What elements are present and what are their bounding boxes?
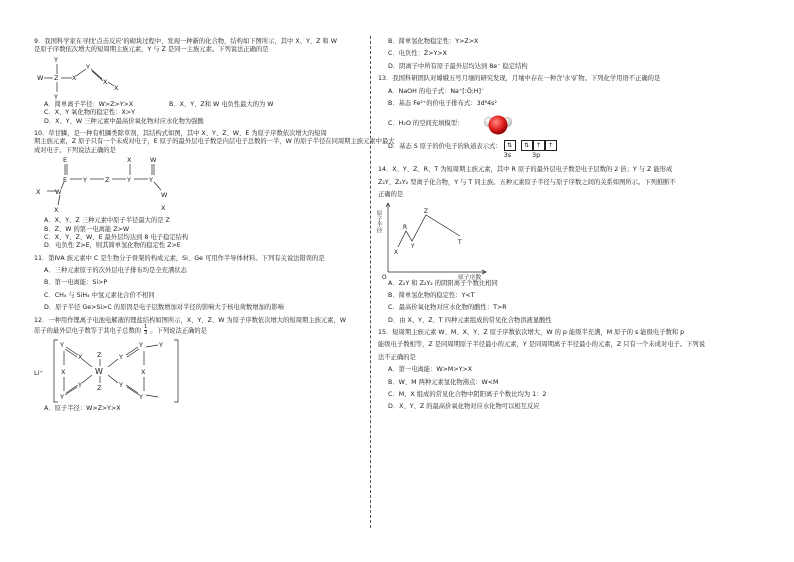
q10-atom: W	[55, 188, 62, 197]
q9-atom: X	[72, 73, 77, 82]
q10-option-d: D．电负性 Z>E，则其简单氢化物的稳定性 Z>E	[44, 242, 181, 250]
q13-option-a: A．NaOH 的电子式：Na⁺[:Ö:H]⁻	[388, 87, 485, 95]
q14-stem-line-1: 14．X、Y、Z、R、T 为短周期主族元素，其中 R 原子的最外层电子数是电子层数的 2 倍；Y 与 Z 能形成	[378, 166, 673, 174]
q12-option-b: B．简单氢化物稳定性：Y>Z>X	[388, 38, 479, 45]
q12-atom: Y	[139, 341, 143, 350]
q9-atom: Y	[54, 55, 58, 64]
q10-option-b: B．Z、W 的第一电离能 Z>W	[44, 225, 130, 233]
q9-atom: X	[103, 77, 108, 86]
water-space-filling-model	[463, 112, 533, 136]
q9-atom: Y	[54, 92, 58, 101]
q12-atom: Y	[139, 393, 143, 402]
question-11	[34, 255, 364, 313]
q10-atom: Z	[105, 176, 110, 185]
q13-option-d-row	[378, 140, 760, 162]
q9-option-b: B．X、Y、Z和 W 电负性最大的为 W	[169, 100, 274, 108]
q12-option-d: D．阴离子中所有原子最外层均达到 8e⁻ 稳定结构	[388, 62, 528, 70]
q10-stem-line-1: 10．草甘膦，是一种有机膦类除草剂，其结构式如图，其中 X、Y、Z、W、E 为原子序数依次增大的短周	[34, 129, 327, 137]
question-9	[34, 38, 364, 126]
q10-atom: E	[63, 176, 68, 185]
q15-option-c: C．M、X 组成的常见化合物中阴阳离子个数比均为 1：2	[388, 391, 547, 399]
q9-atom: X	[114, 83, 119, 92]
left-column	[34, 38, 395, 413]
q12-atom-center: W	[95, 367, 103, 377]
q10-stem-line-3: 成对电子。下列说法正确的是	[34, 146, 116, 154]
q13-option-d: D．基态 S 原子的价电子的轨道表示式：	[388, 143, 502, 151]
q14-x-axis-label: 原子序数	[458, 274, 482, 281]
q12-structure-figure	[34, 337, 204, 405]
orbital-3p-box-3: ↑	[545, 140, 557, 151]
q10-atom: W	[150, 156, 157, 165]
orbital-3s-label: 3s	[503, 151, 512, 160]
q14-y-axis-label: 原子半径	[375, 209, 381, 233]
orbital-3p-label: 3p	[531, 151, 541, 160]
q10-atom: X	[161, 204, 166, 213]
q14-option-a: A．Z₂Y 和 Z₂Y₂ 的阴阳离子个数比相同	[388, 279, 498, 287]
q10-option-c: C．X、Y、Z、W、E 最外层均达到 8 电子稳定结构	[44, 233, 189, 241]
q12-atom: Y	[60, 341, 64, 350]
q14-point-label-t: T	[458, 239, 462, 246]
q15-stem-line-2: 能级电子数相等，Z 是同周期原子半径最小的元素，Y 是同周期离子半径最小的元素，Z 只有一个未成对电子。下列说	[378, 341, 706, 349]
q14-origin-label: O	[382, 274, 387, 281]
q9-stem-line-1: 9．我国科学家在寻找'点击反应'的砌块过程中，发现一种新的化合物，结构如下图所示，其中 X、Y、Z 和 W	[34, 38, 337, 45]
sulfur-orbital-diagram	[504, 140, 557, 159]
q12-atom: Z	[97, 384, 102, 393]
column-divider	[370, 36, 371, 528]
q14-point-label-z: Z	[424, 208, 428, 215]
q15-stem-line-1: 15．短周期主族元素 W、M、X、Y、Z 原子序数依次增大，W 的 p 能级半充满，M 原子的 s 能级电子数和 p	[378, 329, 685, 337]
q12-fraction	[144, 325, 147, 336]
question-12-continued	[378, 38, 760, 71]
q12-stem-line-1: 12．一种用作锂离子电池电解液的锂盐结构如图所示，X、Y、Z、W 为原子序数依次增大的短周期主族元素，W	[34, 316, 347, 324]
q12-option-c: C．电负性：Z>Y>X	[388, 50, 447, 58]
q12-atom: Y	[119, 381, 123, 390]
q12-fraction-numerator: 1	[144, 324, 148, 331]
q9-option-c: C．X、Y 氧化物的稳定性：X>Y	[44, 109, 135, 117]
q12-fraction-denominator: 3	[144, 330, 148, 337]
q12-stem-text-end: 。下列说法正确的是	[150, 327, 207, 335]
q11-stem-line-1: 11．第ⅣA 族元素中 C 是生物分子骨架的构成元素，Si、Ge 可用作半导体材料。下列有关说法错误的是	[34, 254, 325, 262]
question-10	[34, 129, 395, 251]
q12-atom: X	[61, 368, 66, 377]
q10-atom: X	[36, 188, 41, 197]
orbital-3s-box: ⇅	[504, 140, 516, 151]
q15-option-d: D．X、Y、Z 的最高价氧化物对应水化物可以相互反应	[388, 403, 540, 411]
q10-atom: X	[127, 156, 132, 165]
q10-atom: W	[161, 191, 168, 200]
q10-stem-line-2: 期主族元素，Z 原子只有一个未成对电子，E 原子的最外层电子数是内层电子总数的一半，W 的原子半径在同周期主族元素中最大	[34, 138, 395, 146]
q13-stem-line-1: 13．我国科研团队对嫦娥五号月壤的研究发现，月壤中存在一种含'水'矿物。下列化学用语不正确的是	[378, 75, 661, 83]
q10-atom: Y	[127, 176, 131, 185]
q9-stem-line-2: 是原子序数依次增大的短周期主族元素，Y 与 Z 是同一主族元素。下列说法正确的是	[34, 46, 269, 54]
q12-atom: Y	[119, 353, 123, 362]
q14-point-label-r: R	[403, 224, 408, 231]
q11-option-a: A．三种元素原子的次外层电子排布均是全充满状态	[44, 267, 187, 275]
q14-option-d: D．由 X、Y、Z、T 四种元素组成的常见化合物溶液显酸性	[388, 316, 552, 324]
q12-atom: Y	[78, 381, 82, 390]
q11-option-d: D．原子半径 Ge>Si>C 的原因是电子层数增加对半径的影响大于核电荷数增加的影响	[44, 304, 284, 312]
q13-option-c: C．H₂O 的空间充填模型：	[388, 120, 464, 128]
question-15	[378, 329, 760, 412]
q13-option-c-row	[378, 112, 760, 136]
q12-atom: Li⁺	[34, 369, 43, 378]
q9-atom: Z	[54, 73, 59, 82]
q14-radius-vs-number-graph	[375, 200, 548, 281]
right-column	[375, 38, 760, 412]
q12-stem-text: 原子的最外层电子数等于其电子总数的	[34, 327, 142, 335]
q10-atom: E	[63, 156, 68, 165]
q9-atom: Y	[86, 62, 90, 71]
q13-option-b: B．基态 Fe²⁺的价电子排布式：3d⁶4s²	[388, 99, 497, 107]
question-13	[378, 75, 760, 162]
q14-data-polyline	[398, 215, 460, 247]
q14-stem-line-2: Z₂Y、Z₂Y₂ 型离子化合物，Y 与 T 同主族。五种元素原子半径与原子序数之间的关系如图所示。下列推断不	[378, 178, 676, 186]
q9-option-a: A．简单离子半径：W>Z>Y>X	[44, 100, 134, 108]
q11-option-c: C．CH₄ 与 SiH₄ 中氢元素化合价不相同	[44, 291, 155, 299]
q9-option-d: D．X、Y、W 三种元素中最高价氧化物对应水化物为强酸	[44, 117, 204, 125]
question-14	[375, 166, 760, 325]
q12-atom: Z	[97, 351, 102, 360]
q14-option-b: B．简单氢化物的稳定性：Y<T	[388, 291, 475, 299]
orbital-3p-box-2: ↑	[533, 140, 545, 151]
q10-structure-figure	[34, 155, 184, 217]
q10-atom: Y	[83, 176, 87, 185]
q14-stem-line-3: 正确的是	[378, 191, 404, 199]
q15-option-b: B．W、M 两种元素氢化物沸点：W<M	[388, 378, 499, 386]
q12-atom: Y	[159, 341, 163, 350]
q10-atom: Y	[149, 176, 153, 185]
q11-option-b: B．第一电离能：Si>P	[44, 279, 108, 287]
q14-point-label-y: Y	[411, 243, 415, 250]
q15-option-a: A．第一电离能：W>M>Y>X	[388, 366, 473, 374]
q9-atom: W	[37, 73, 44, 82]
q12-atom: X	[141, 368, 146, 377]
q10-atom: X	[54, 206, 59, 215]
question-12	[34, 317, 364, 414]
q10-option-a: A．X、Y、Z 三种元素中原子半径最大的是 Z	[44, 217, 170, 225]
q12-option-a: A．原子半径：W>Z>Y>X	[44, 405, 121, 413]
q14-point-label-x: X	[394, 249, 398, 256]
q12-atom: Y	[60, 393, 64, 402]
q12-stem-line-2	[34, 325, 364, 337]
orbital-3p-box-1: ⇅	[521, 140, 533, 151]
q9-structure-figure	[34, 55, 144, 101]
q14-option-c: C．最高价氧化物对应水化物的酸性：T>R	[388, 304, 507, 312]
q15-stem-line-3: 法不正确的是	[378, 353, 416, 361]
q12-atom: X	[78, 353, 83, 362]
